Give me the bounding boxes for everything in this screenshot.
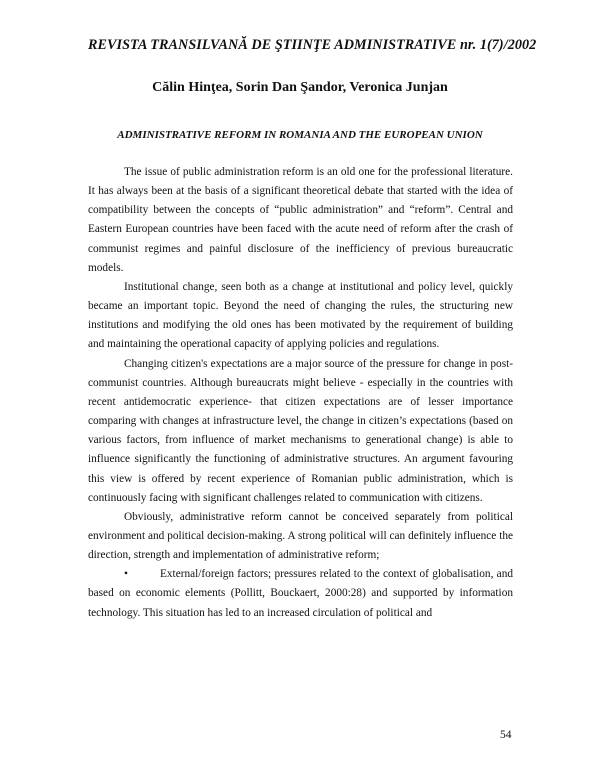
bullet-marker: • — [124, 568, 128, 581]
body-paragraph-3: Changing citizen's expectations are a major source of the pressure for change in post-communist countries. Although bureaucrats might believe - especially in the countries with recent antidemocratic experience- that citizen expectations are of lesser importance comparing with changes at infrastructure level, the change in citizen’s expectations (based on various factors, from influence of market mechanisms to generational change) is able to influence significantly the functioning of administrative structures. An argument favouring this view is offered by recent experience of Romanian public administration, which is continuously facing with significant challenges related to communication with citizens. — [88, 357, 513, 504]
article-body — [88, 163, 513, 623]
body-paragraph-2: Institutional change, seen both as a change at institutional and policy level, quickly became an important topic. Beyond the need of changing the rules, the structuring new institutions and modifying the old ones has been motivated by the requirement of building and maintaining the operational capacity of applying policies and regulations. — [88, 280, 513, 351]
article-title: ADMINISTRATIVE REFORM IN ROMANIA AND THE EUROPEAN UNION — [117, 129, 483, 141]
body-paragraph-1: The issue of public administration reform is an old one for the professional literature. It has always been at the basis of a significant theoretical debate that started with the idea of compatibility between the concepts of “public administration” and “reform”. Central and Eastern European countries have been faced with the acute need of reform after the crash of communist regimes and painful disclosure of the inefficiency of previous bureaucratic models. — [88, 166, 513, 274]
bullet-item-text: External/foreign factors; pressures related to the context of globalisation, and based on economic elements (Pollitt, Bouckaert, 2000:28) and supported by information technology. This situation has led to an increased circulation of political and — [88, 568, 513, 619]
page-number: 54 — [500, 729, 512, 741]
article-authors: Călin Hinţea, Sorin Dan Şandor, Veronica Junjan — [152, 80, 448, 95]
journal-running-header: REVISTA TRANSILVANĂ DE ŞTIINŢE ADMINISTRATIVE nr. 1(7)/2002 — [88, 37, 537, 53]
body-paragraph-4: Obviously, administrative reform cannot be conceived separately from political environment and political decision-making. A strong political will can definitely influence the direction, strength and implementation of administrative reform; — [88, 510, 513, 562]
bullet-item — [88, 565, 513, 622]
